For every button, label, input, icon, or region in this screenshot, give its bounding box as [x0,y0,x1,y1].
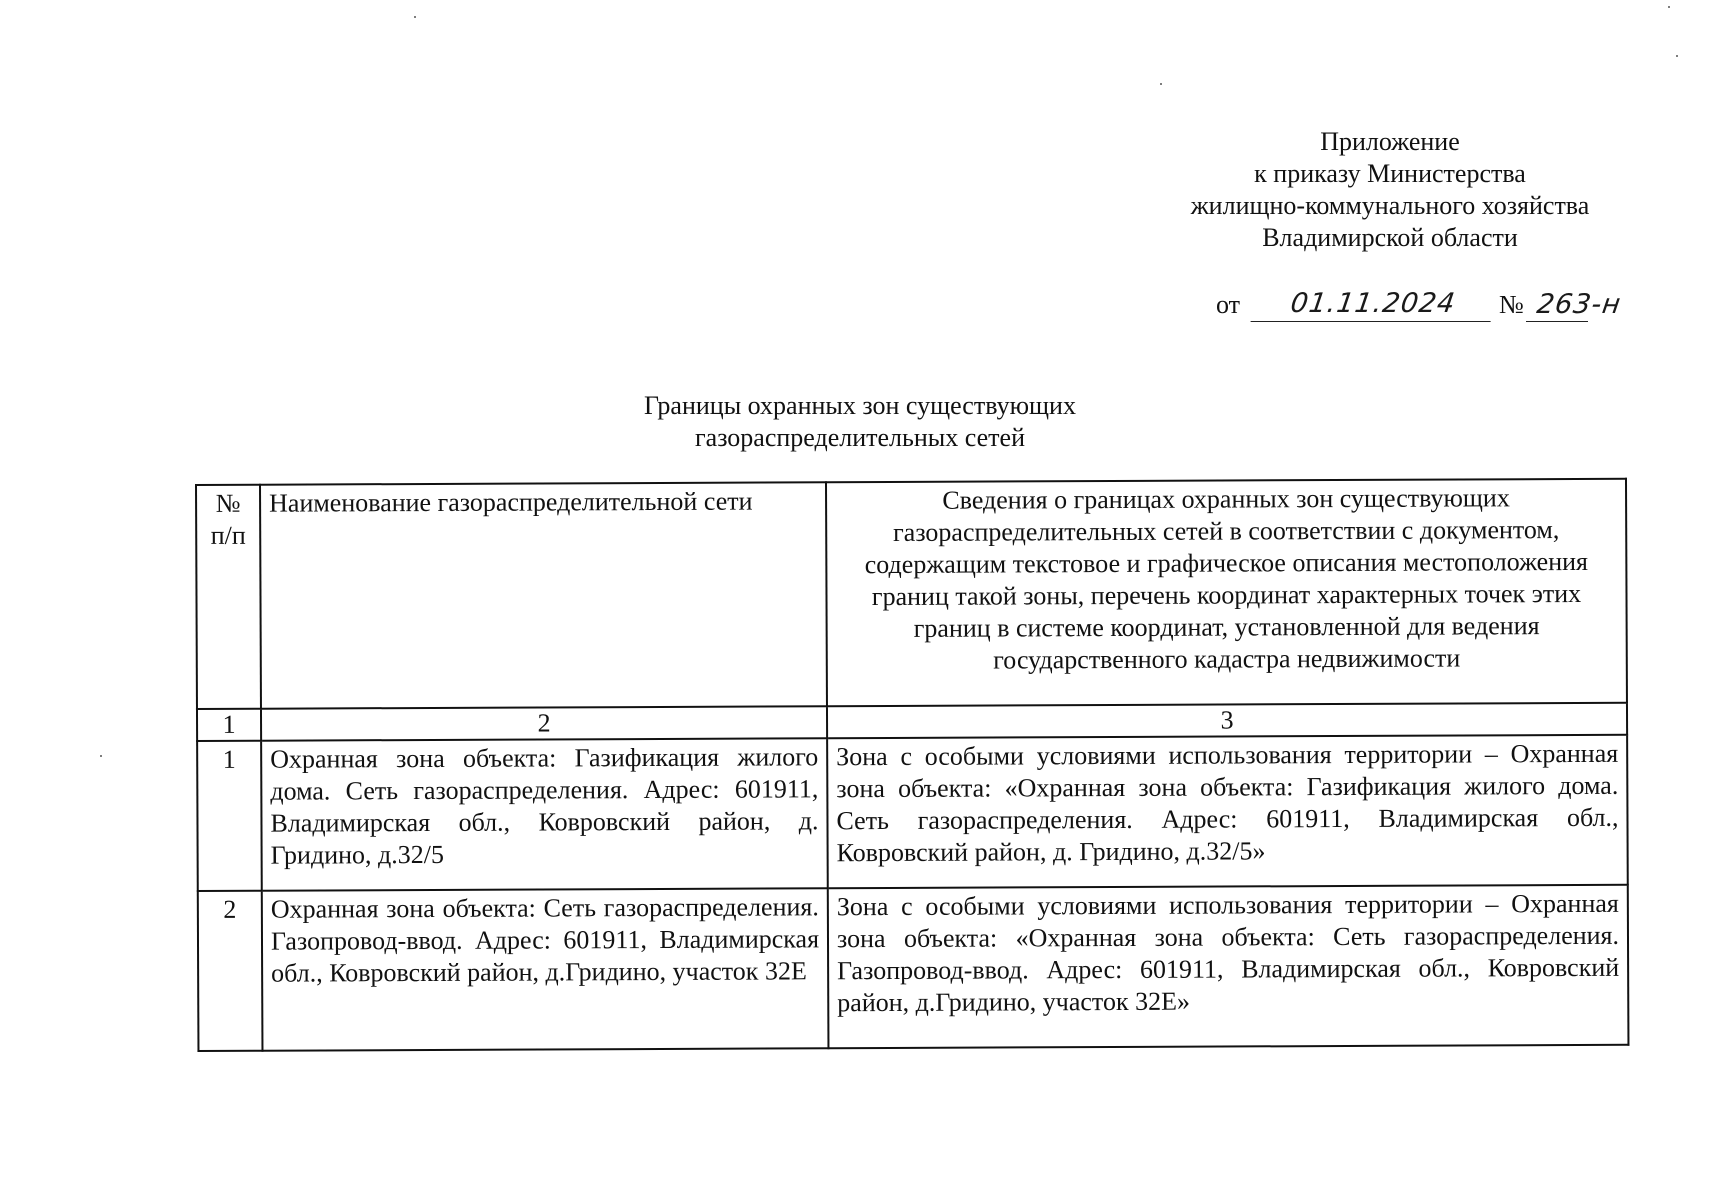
header-zone-info: Сведения о границах охранных зон существующих газораспределительных сетей в соответствии с документом, содержащим текстовое и графическое описания местоположения границ такой зоны, перечень координат характерных точек этих границ в системе координат, установленной для ведения государственного кадастра недвижимости [826,479,1627,706]
column-number: 3 [827,703,1627,738]
table-row [197,735,1628,891]
header-network-name: Наименование газораспределительной сети [260,482,827,708]
scan-speck [1676,55,1678,57]
header-number: № п/п [196,485,261,709]
table-header-row [196,479,1627,709]
number-prefix: № [1499,290,1524,319]
row-number: 2 [198,891,263,1051]
scan-speck [1160,83,1162,85]
title-line-2: газораспределительных сетей [694,423,1025,452]
appendix-line: Владимирской области [1262,223,1518,252]
row-network-name: Охранная зона объекта: Сеть газораспределения. Газопровод-ввод. Адрес: 601911, Владимирская обл., Ковровский район, д.Гридино, участок 32Е [262,888,829,1050]
order-date-line [1216,287,1624,322]
row-number: 1 [197,741,262,891]
column-number: 2 [261,706,827,740]
scan-speck [1668,6,1670,8]
scan-speck [100,755,102,757]
appendix-block [1140,126,1640,254]
column-number: 1 [197,709,261,741]
date-prefix: от [1216,290,1241,319]
row-network-name: Охранная зона объекта: Газификация жилого дома. Сеть газораспределения. Адрес: 601911, Владимирская обл., Ковровский район, д. Гридино, д.32/5 [261,738,828,890]
title-line-1: Границы охранных зон существующих [644,391,1076,420]
handwritten-number: 263-н [1534,289,1624,320]
appendix-line: жилищно-коммунального хозяйства [1190,191,1590,220]
handwritten-date: 01.11.2024 [1250,287,1495,322]
row-zone-info: Зона с особыми условиями использования территории – Охранная зона объекта: «Охранная зона объекта: Газификация жилого дома. Сеть газораспределения. Адрес: 601911, Владимирская обл., Ковровский район, д. Гридино, д.32/5» [827,735,1628,888]
appendix-line: к приказу Министерства [1254,159,1526,188]
protection-zones-table [195,478,1629,1052]
document-title [560,390,1160,454]
row-zone-info: Зона с особыми условиями использования территории – Охранная зона объекта: «Охранная зона объекта: Сеть газораспределения. Газопровод-ввод. Адрес: 601911, Владимирская обл., Ковровский район, д.Гридино, участок 32Е» [828,885,1629,1048]
table-row [198,885,1629,1051]
scan-speck [414,16,416,18]
appendix-line: Приложение [1320,127,1460,156]
